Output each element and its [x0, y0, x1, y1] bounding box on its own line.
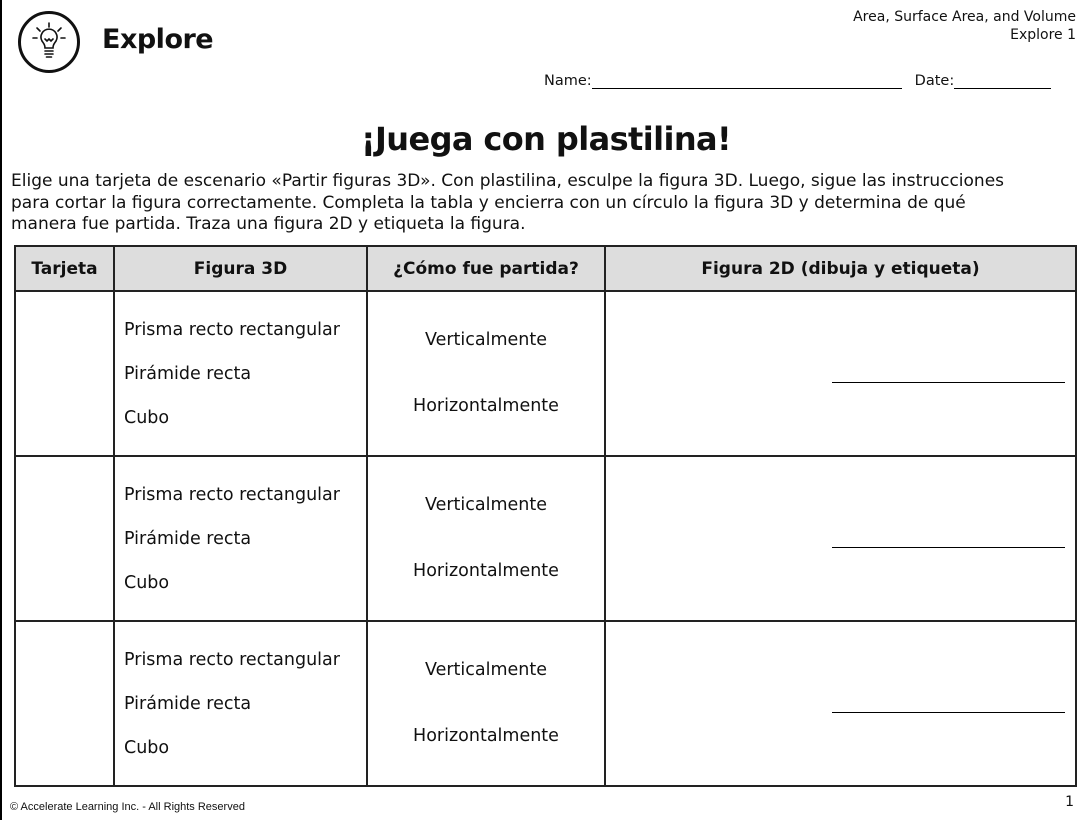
shape-option-pyramid[interactable]: Pirámide recta: [124, 694, 252, 714]
direction-option-horizontal[interactable]: Horizontalmente: [413, 561, 559, 581]
shape-option-pyramid[interactable]: Pirámide recta: [124, 529, 252, 549]
card-cell[interactable]: [15, 621, 114, 786]
shape-option-cube[interactable]: Cubo: [124, 573, 170, 593]
shape-option-cube[interactable]: Cubo: [124, 408, 170, 428]
drawing-cell[interactable]: [605, 291, 1076, 456]
direction-option-vertical[interactable]: Verticalmente: [424, 660, 548, 680]
activity-label: Explore 1: [1010, 27, 1076, 43]
header-cut-direction: ¿Cómo fue partida?: [367, 246, 605, 291]
direction-option-vertical[interactable]: Verticalmente: [424, 495, 548, 515]
date-label: Date:: [914, 73, 955, 89]
section-title: Explore: [102, 24, 214, 55]
header-card: Tarjeta: [15, 246, 114, 291]
label-line[interactable]: [832, 547, 1065, 548]
page-number: 1: [1065, 794, 1074, 810]
label-line[interactable]: [832, 382, 1065, 383]
direction-options-cell: [367, 456, 605, 621]
table-row: [15, 291, 1076, 456]
shape-option-prism[interactable]: Prisma recto rectangular: [124, 320, 340, 340]
direction-option-horizontal[interactable]: Horizontalmente: [413, 396, 559, 416]
drawing-cell[interactable]: [605, 621, 1076, 786]
shape-option-prism[interactable]: Prisma recto rectangular: [124, 650, 340, 670]
instructions-text: Elige una tarjeta de escenario «Partir figuras 3D». Con plastilina, esculpe la figura 3D. Luego, sigue las instrucciones para cortar la figura correctamente. Completa la tabla y encierra con un círculo la figura 3D y determina de qué manera fue partida. Traza una figura 2D y etiqueta la figura.: [11, 171, 1005, 234]
unit-info: [853, 8, 1076, 44]
name-label: Name:: [544, 73, 592, 89]
shape-options-cell: [114, 291, 367, 456]
header-2d-shape: Figura 2D (dibuja y etiqueta): [605, 246, 1076, 291]
card-cell[interactable]: [15, 456, 114, 621]
lightbulb-icon: [18, 11, 80, 73]
table-header-row: [15, 246, 1076, 291]
page-title: ¡Juega con plastilina!: [361, 120, 731, 158]
copyright-notice: © Accelerate Learning Inc. - All Rights Reserved: [10, 801, 245, 813]
name-date-row: [544, 73, 1051, 89]
table-row: [15, 621, 1076, 786]
header-3d-shape: Figura 3D: [114, 246, 367, 291]
date-field[interactable]: [954, 74, 1051, 89]
worksheet-table: [14, 245, 1077, 787]
drawing-cell[interactable]: [605, 456, 1076, 621]
direction-options-cell: [367, 621, 605, 786]
direction-option-horizontal[interactable]: Horizontalmente: [413, 726, 559, 746]
unit-title: Area, Surface Area, and Volume: [853, 9, 1076, 25]
table-row: [15, 456, 1076, 621]
direction-options-cell: [367, 291, 605, 456]
shape-option-pyramid[interactable]: Pirámide recta: [124, 364, 252, 384]
shape-options-cell: [114, 621, 367, 786]
label-line[interactable]: [832, 712, 1065, 713]
direction-option-vertical[interactable]: Verticalmente: [424, 330, 548, 350]
shape-option-prism[interactable]: Prisma recto rectangular: [124, 485, 340, 505]
shape-options-cell: [114, 456, 367, 621]
card-cell[interactable]: [15, 291, 114, 456]
shape-option-cube[interactable]: Cubo: [124, 738, 170, 758]
name-field[interactable]: [592, 74, 902, 89]
